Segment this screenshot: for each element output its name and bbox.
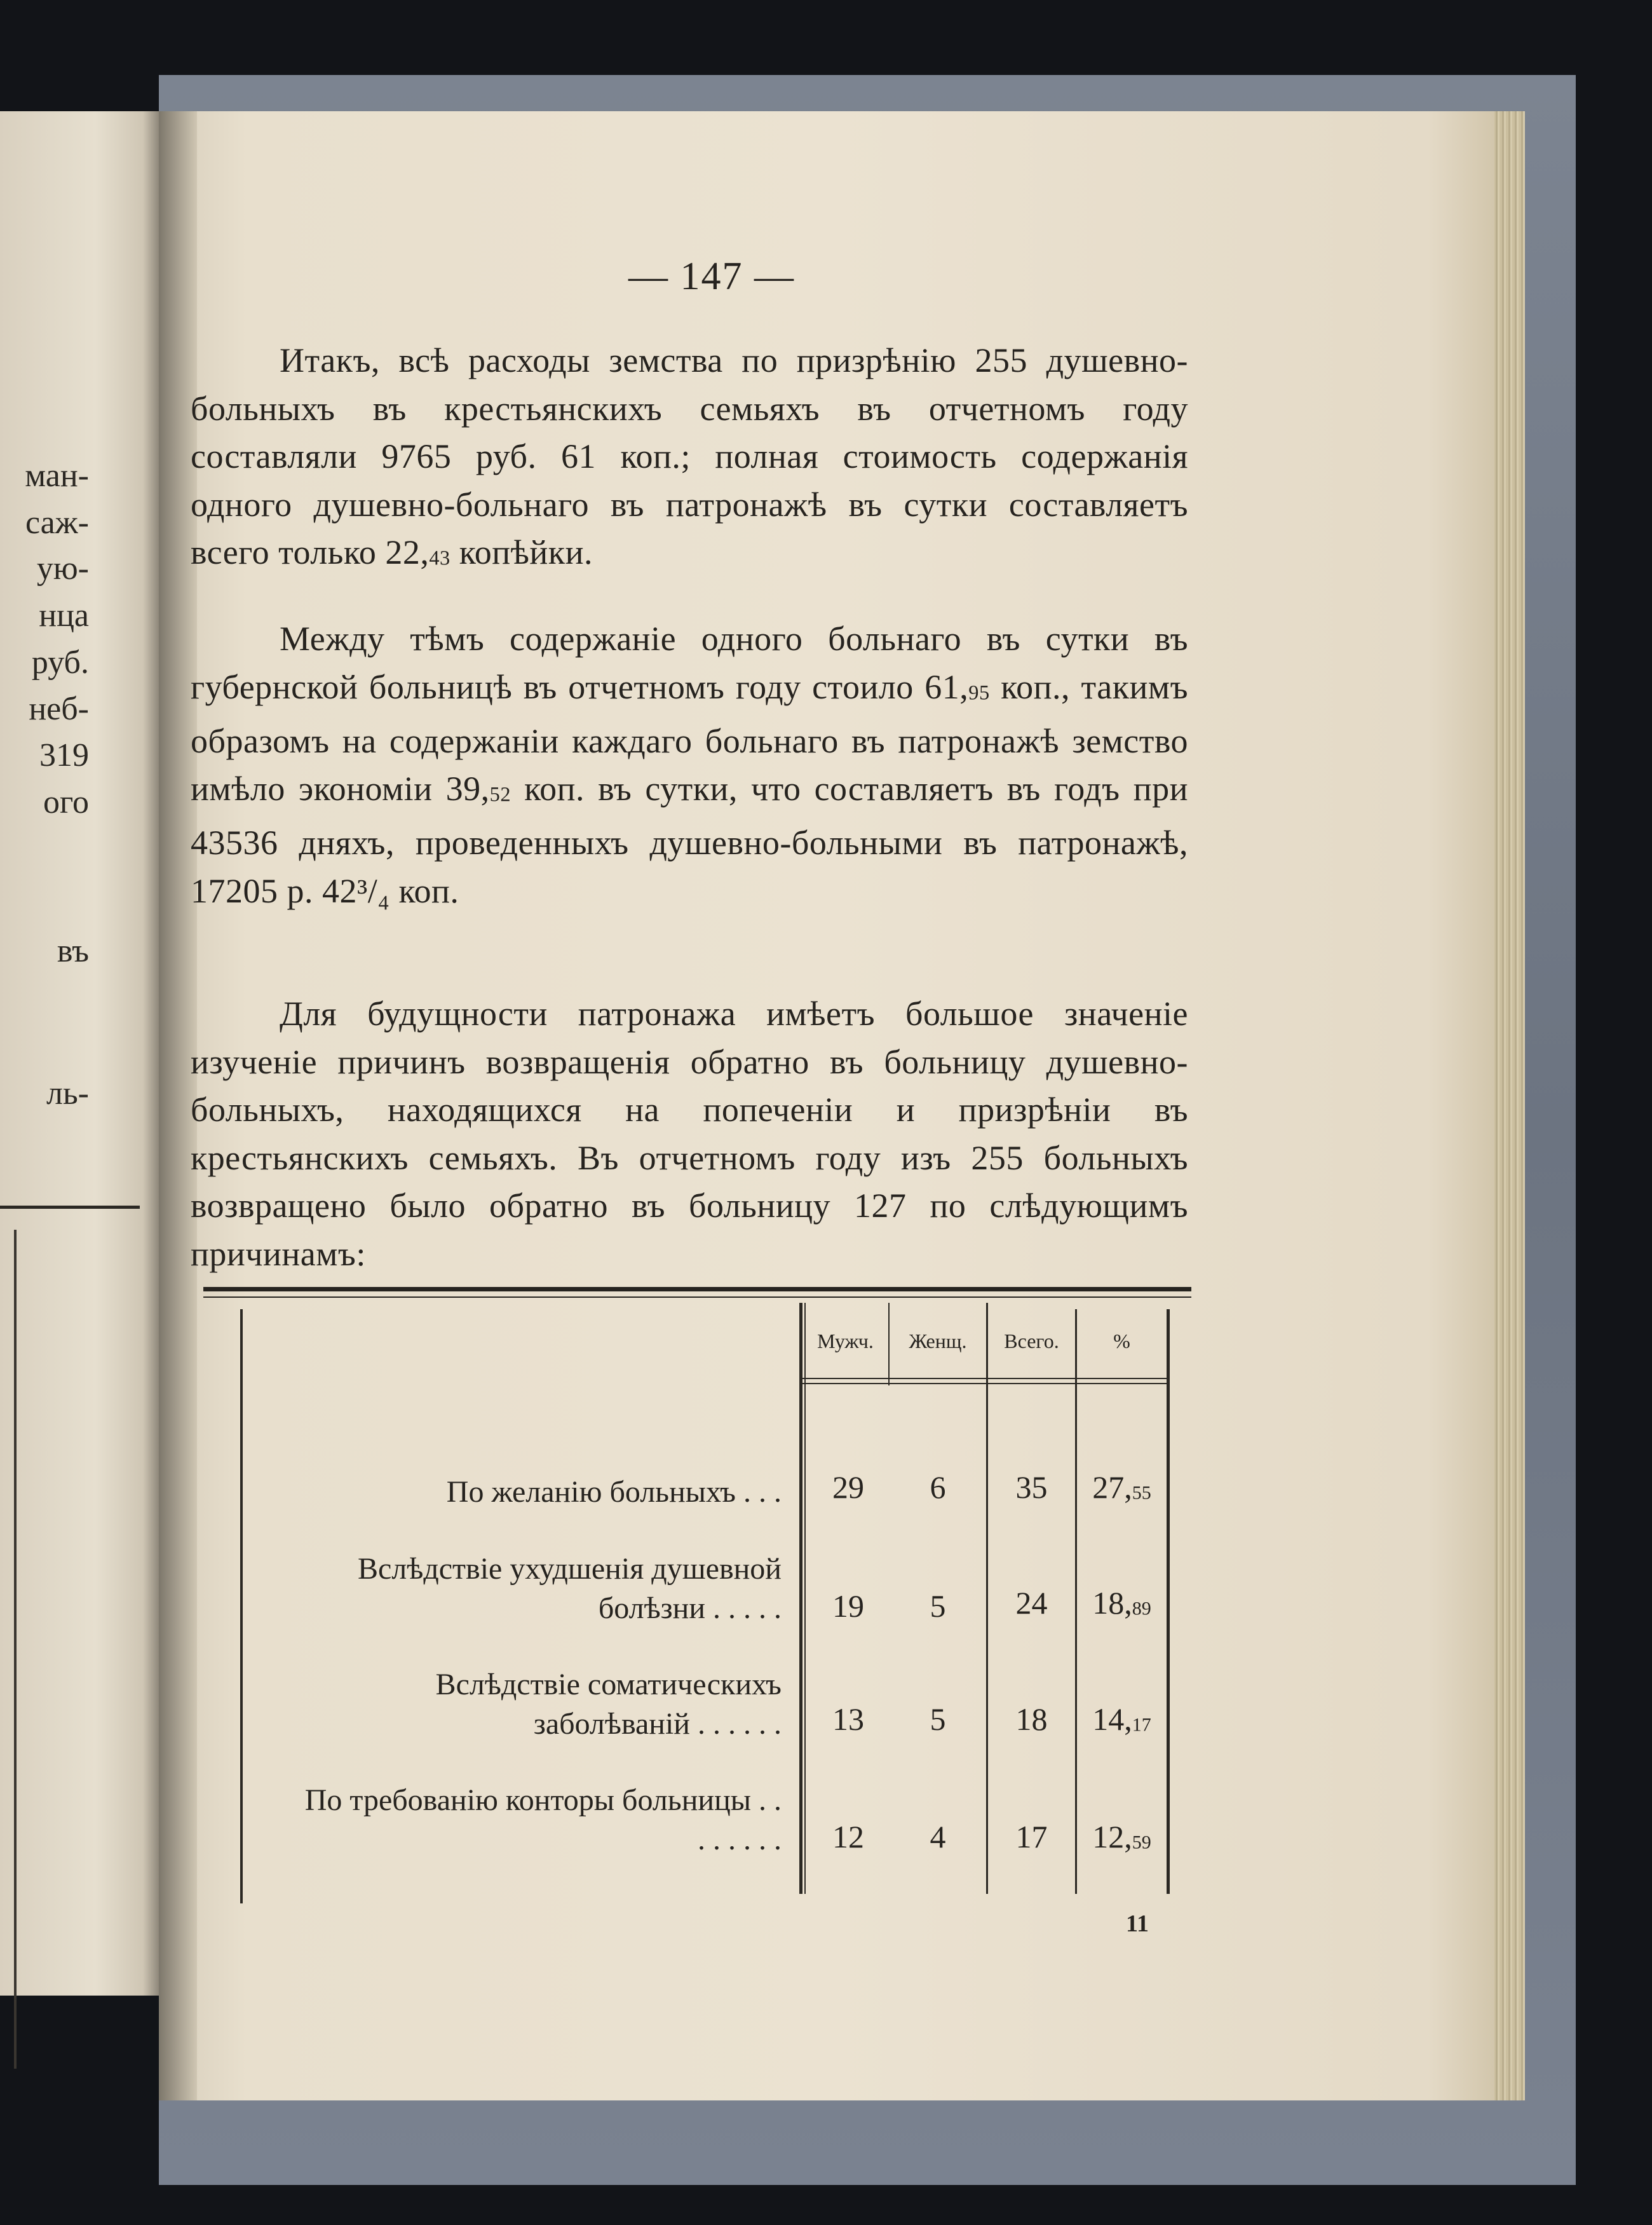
cell-male: 19 (832, 1588, 864, 1624)
table-top-rule (203, 1287, 1191, 1291)
page-signature-mark: 11 (1126, 1910, 1149, 1937)
cell-female: 5 (930, 1701, 946, 1737)
paragraph-fraction: ³/₄ (357, 871, 390, 910)
percent-dec: 55 (1132, 1482, 1151, 1504)
cell-percent (1077, 1818, 1167, 1862)
cell-female: 5 (930, 1588, 946, 1624)
left-text-fragment: нца (39, 597, 89, 634)
paragraph-subscript: 52 (489, 783, 511, 806)
cell-female: 6 (930, 1469, 946, 1505)
table-row-label: По требованію конторы больницы . . . . . . . . (304, 1783, 782, 1856)
paragraph-subscript: 95 (968, 681, 990, 705)
paragraph-text: Между тѣмъ содержаніе одного больнаго въ сутки въ губернской больницѣ въ отчетномъ году стоило 61, (191, 620, 1188, 706)
percent-int: 14, (1092, 1701, 1132, 1737)
paragraph-comparison (191, 615, 1188, 915)
percent-int: 12, (1092, 1819, 1132, 1854)
table-left-border (240, 1309, 243, 1903)
table-right-border (1167, 1309, 1170, 1894)
cell-male: 12 (832, 1819, 864, 1854)
left-text-fragment: 319 (39, 737, 89, 773)
cell-total: 18 (1015, 1701, 1048, 1737)
column-header-percent: % (1113, 1330, 1130, 1352)
table-row-label: Вслѣдствіе ухудшенія душевной болѣзни . . . . . (357, 1552, 782, 1625)
left-text-fragment: руб. (31, 644, 89, 681)
cell-percent (1077, 1700, 1167, 1745)
column-separator (804, 1303, 806, 1894)
left-text-fragment: ого (43, 784, 89, 820)
table-top-rule-thin (203, 1296, 1191, 1298)
percent-dec: 89 (1132, 1598, 1151, 1619)
left-text-fragment: ую- (36, 550, 89, 587)
left-table-rule (0, 1206, 140, 1209)
percent-dec: 59 (1132, 1832, 1151, 1853)
cell-female: 4 (930, 1819, 946, 1854)
column-separator (799, 1303, 802, 1894)
left-text-fragment: ман- (25, 458, 89, 494)
paragraph-subscript: 43 (429, 547, 450, 570)
paragraph-reasons: Для будущности патронажа имѣетъ большое значеніе изученіе причинъ возвращенія обратно въ больницу душевно-больныхъ, находящихся на попеченіи и призрѣніи въ крестьянскихъ семьяхъ. Въ отчетномъ году изъ 255 больныхъ возвращено было обратно въ больницу 127 по слѣдующимъ причинамъ: (191, 995, 1188, 1273)
cell-male: 29 (832, 1469, 864, 1505)
paragraph-text: коп. въ сутки, что составляетъ въ годъ при 43536 дняхъ, проведенныхъ душевно-больными въ патронажѣ, 17205 р. 42 (191, 770, 1188, 910)
table-row-label: По желанію больныхъ . . . (446, 1475, 782, 1509)
column-header-female: Женщ. (909, 1330, 967, 1352)
paragraph-text: копѣйки. (450, 533, 593, 571)
column-header-male: Мужч. (817, 1330, 874, 1352)
left-text-fragment: въ (57, 933, 89, 969)
left-text-fragment: саж- (25, 505, 89, 541)
cell-percent (1077, 1584, 1167, 1628)
paragraph-text: коп. (389, 871, 459, 910)
left-table-border (14, 1230, 17, 2069)
left-text-fragment: ль- (46, 1075, 89, 1112)
cell-male: 13 (832, 1701, 864, 1737)
cell-total: 35 (1015, 1469, 1048, 1505)
percent-int: 18, (1092, 1585, 1132, 1621)
header-rule (802, 1383, 1170, 1384)
table-row-label: Вслѣдствіе соматическихъ заболѣваній . . . . . . (435, 1668, 782, 1741)
percent-int: 27, (1092, 1469, 1132, 1505)
column-header-total: Всего. (1004, 1330, 1059, 1352)
percent-dec: 17 (1132, 1714, 1151, 1736)
paragraph-text: коп., такимъ образомъ на содержаніи каждаго больнаго въ патронажѣ земство имѣло экономіи 39, (191, 667, 1188, 808)
left-text-fragment: неб- (29, 691, 89, 727)
cell-total: 17 (1015, 1819, 1048, 1854)
page-number: — 147 — (628, 255, 795, 298)
cell-percent (1077, 1468, 1167, 1513)
header-rule (802, 1378, 1170, 1379)
left-facing-page (0, 111, 159, 1996)
paragraph-text: Итакъ, всѣ расходы земства по призрѣнію 255 душевно-больныхъ въ крестьянскихъ семьяхъ въ отчетномъ году составляли 9765 руб. 61 коп.; полная стоимость содержанія одного душевно-больнаго въ патронажѣ въ сутки составляетъ всего только 22, (191, 341, 1188, 571)
cell-total: 24 (1015, 1585, 1048, 1621)
paragraph-expenses (191, 337, 1188, 583)
